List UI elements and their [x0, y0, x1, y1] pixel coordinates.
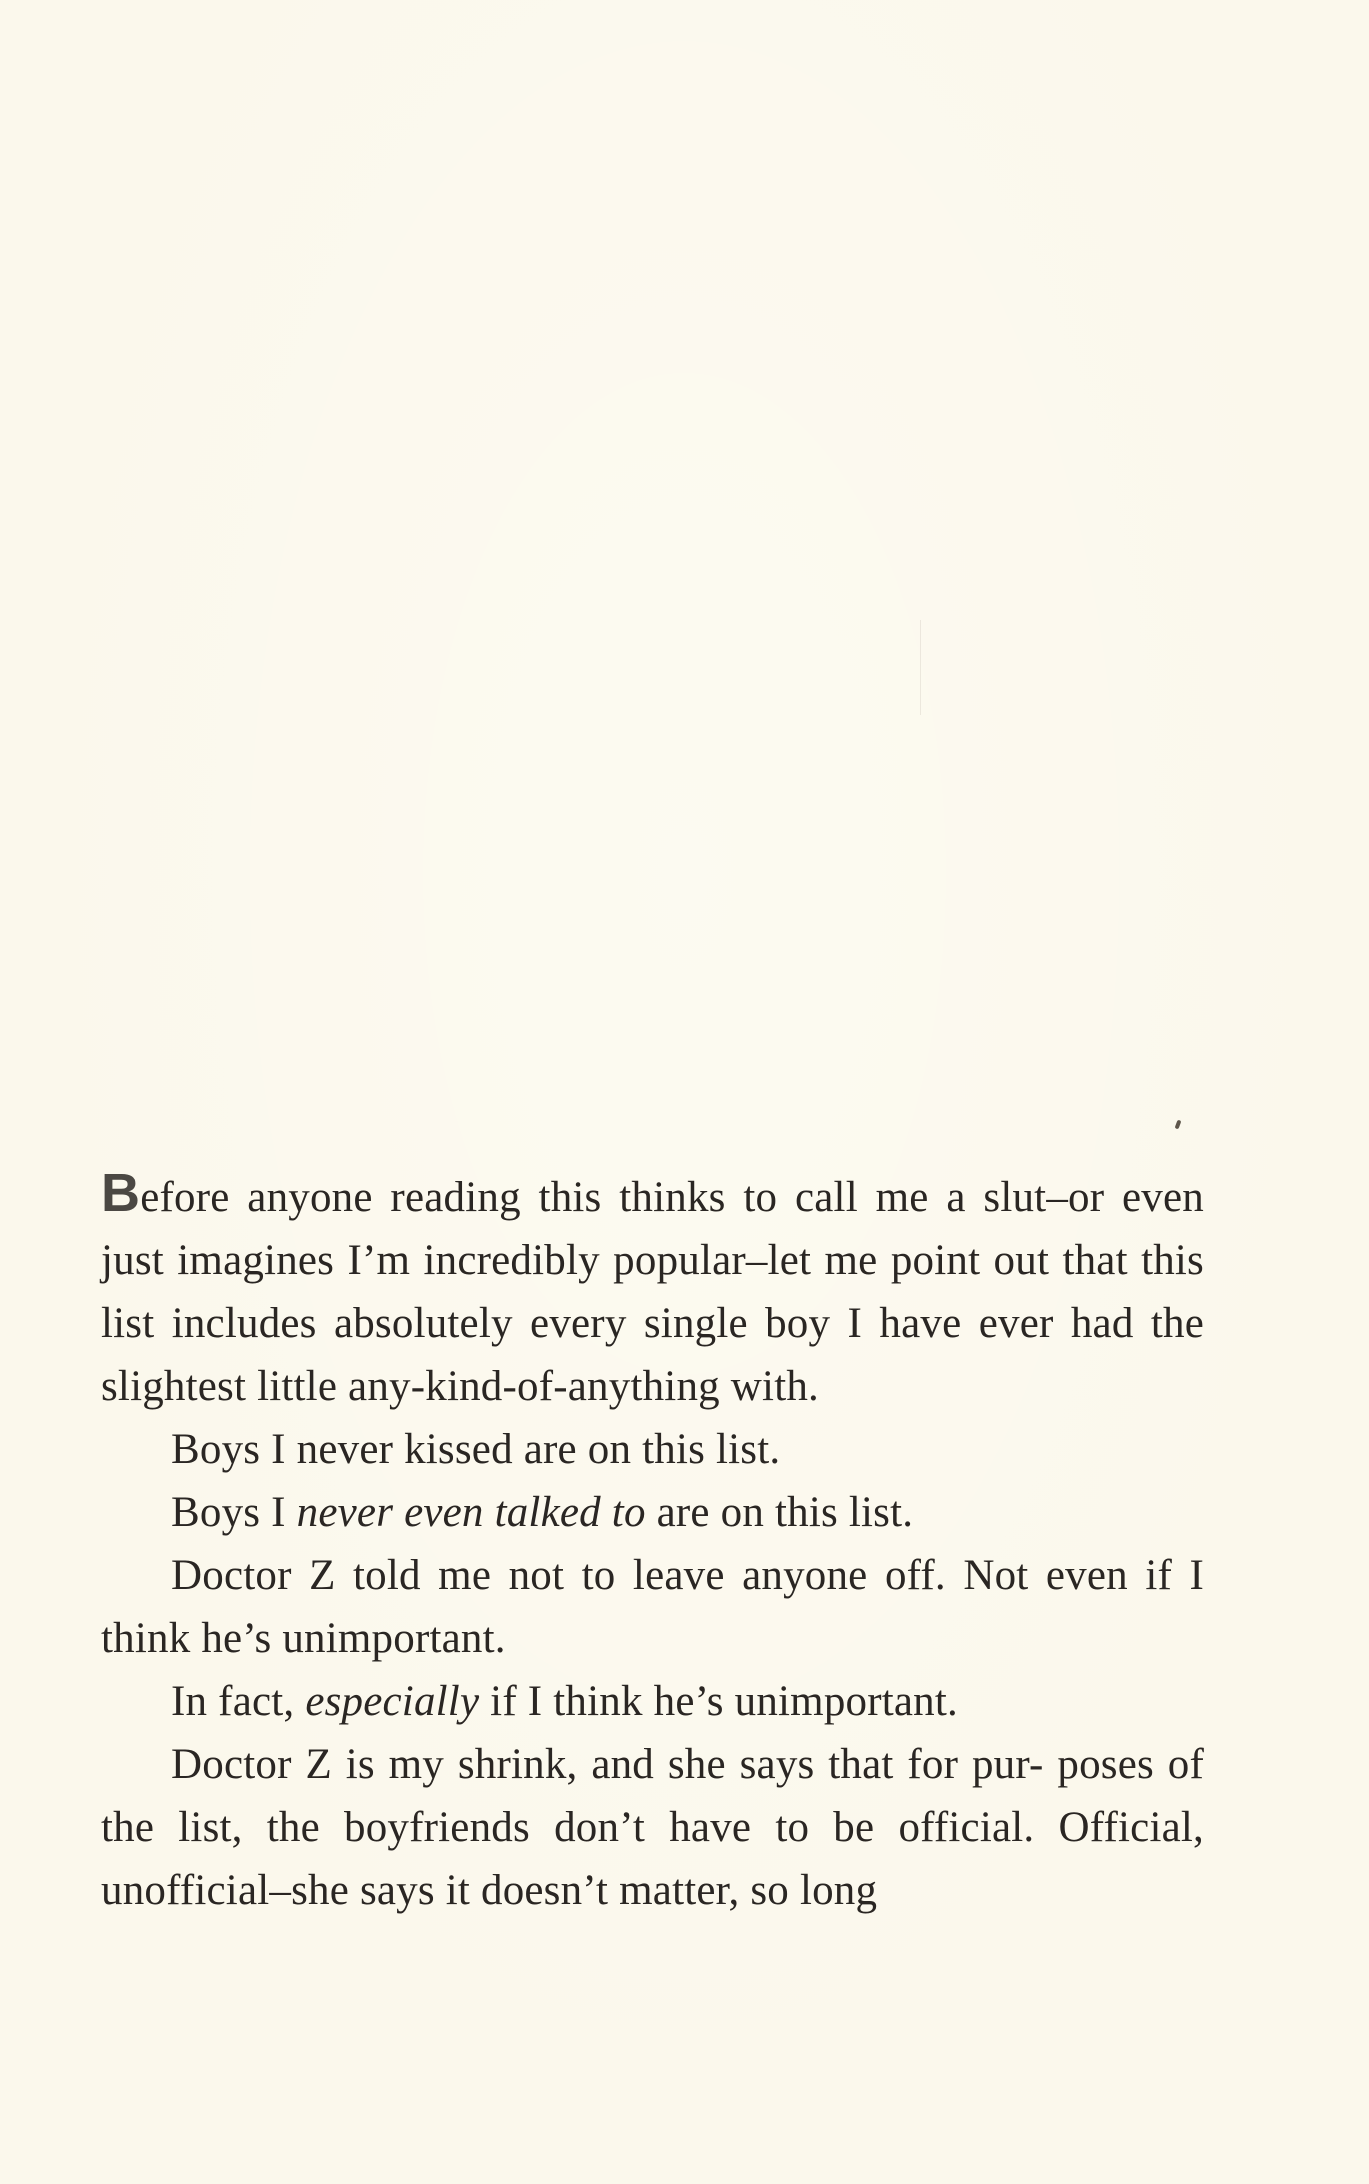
paragraph-5-italic: especially	[305, 1678, 480, 1725]
paragraph-5	[101, 1670, 1204, 1733]
paragraph-3-after: are on this list.	[645, 1489, 914, 1536]
paragraph-2: Boys I never kissed are on this list.	[171, 1426, 781, 1473]
paragraph-5-after: if I think he’s unimportant.	[479, 1678, 958, 1725]
paragraph-6: Doctor Z is my shrink, and she says that for pur- poses of the list, the boyfriends don’t have to be official. Official, unofficial–she says it doesn’t matter, so long	[101, 1741, 1204, 1914]
body-text	[101, 1163, 1204, 1922]
scan-artifact-line	[920, 620, 921, 715]
paragraph-3	[101, 1481, 1204, 1544]
drop-cap: B	[101, 1163, 141, 1223]
paragraph-1-text: efore anyone reading this thinks to call me a slut–or even just imagines I’m incredibly popular–let me point out that this list includes absolutely every single boy I have ever had the slightest little any-kind-of-anything with.	[101, 1174, 1204, 1410]
paragraph-1	[101, 1163, 1204, 1418]
paragraph-3-before: Boys I	[171, 1489, 297, 1536]
paragraph-4: Doctor Z told me not to leave anyone off. Not even if I think he’s unimportant.	[101, 1552, 1204, 1662]
paragraph-5-before: In fact,	[171, 1678, 306, 1725]
paragraph-3-italic: never even talked to	[296, 1489, 646, 1536]
